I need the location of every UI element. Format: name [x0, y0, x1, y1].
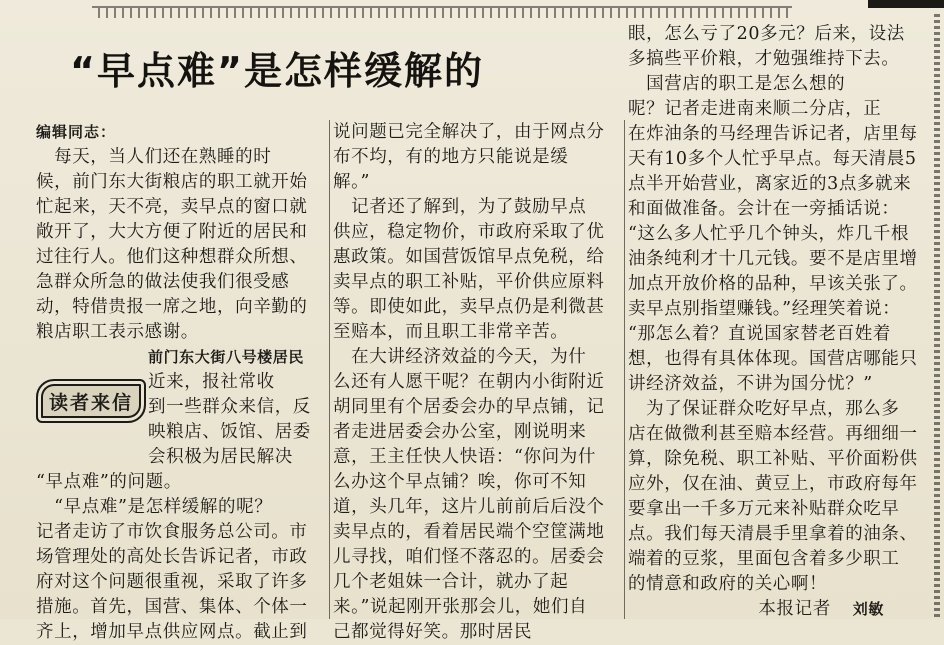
text-line: 己都觉得好笑。那时居民 [333, 622, 533, 642]
column-3-body [628, 22, 930, 597]
text-line: 讲经济效益，不讲为国分忧？” [628, 374, 873, 394]
text-line: 在炸油条的马经理告诉记者，店里每 [628, 124, 918, 144]
text-line: “那怎么着？直说国家替老百姓着 [628, 324, 891, 344]
text-line: “早点难”是怎样缓解的呢？ [36, 497, 273, 517]
text-line: 想，也得有具体体现。国营店哪能只 [628, 349, 918, 369]
text-line: 和面做准备。会计在一旁插话说： [628, 199, 900, 219]
text-line: 要拿出一千多万元来补贴群众吃早 [628, 499, 900, 519]
text-line: 到一些群众来信，反 [148, 397, 311, 417]
byline [628, 597, 930, 622]
text-line: 齐上，增加早点供应网点。截止到 [36, 622, 308, 642]
text-line: 店在做微利甚至赔本经营。再细细一 [628, 424, 918, 444]
text-line: 说问题已完全解决了，由于网点分 [333, 122, 605, 142]
text-line: 忙起来，天不亮，卖早点的窗口就 [36, 197, 308, 217]
text-line: 为了保证群众吃好早点，那么多 [628, 399, 900, 419]
text-line: 记者走访了市饮食服务总公司。市 [36, 522, 308, 542]
text-line: 等。即使如此，卖早点仍是利微甚 [333, 297, 605, 317]
text-line: 意，王主任快人快语：“你问为什 [333, 447, 596, 467]
letter-signature: 前门东大街八号楼居民 [147, 348, 304, 366]
text-line: “这么多人忙乎几个钟头，炸几千根 [628, 224, 910, 244]
decorative-top-border [92, 6, 792, 18]
text-line: “早点难”的问题。 [36, 472, 182, 492]
text-line: 粮店职工表示感谢。 [36, 322, 199, 342]
column-divider [624, 120, 625, 619]
corner-block [868, 0, 944, 8]
text-line: 在大讲经济效益的今天，为什 [333, 347, 587, 367]
text-line: 点半开始营业，离家近的3点多就来 [628, 174, 912, 194]
text-line: 急群众所急的做法使我们很受感 [36, 272, 290, 292]
article-headline: “早点难”是怎样缓解的 [70, 49, 484, 93]
text-line: 卖早点的，看着居民端个空筐满地 [333, 522, 605, 542]
text-line: 油条纯利才十几元钱。要不是店里增 [628, 249, 918, 269]
text-line: 解。” [333, 172, 370, 192]
text-line: 会积极为居民解决 [148, 447, 293, 467]
text-line: 动，特借贵报一席之地，向辛勤的 [36, 297, 308, 317]
text-line: 布不均，有的地方只能说是缓 [333, 147, 569, 167]
column-divider [329, 120, 330, 619]
text-line: 么办这个早点铺？唉，你可不知 [333, 472, 587, 492]
text-line: 呢？记者走进南来顺二分店，正 [628, 99, 882, 119]
text-line: 至赔本，而且职工非常辛苦。 [333, 322, 569, 342]
text-line: 每天，当人们还在熟睡的时 [36, 147, 272, 167]
text-line: 映粮店、饭馆、居委 [148, 422, 311, 442]
text-line: 敞开了，大大方便了附近的居民和 [36, 222, 308, 242]
text-line: 点。我们每天清晨手里拿着的油条、 [628, 524, 918, 544]
reader-letter [36, 145, 326, 345]
text-line: 卖早点别指望赚钱。”经理笑着说： [628, 299, 901, 319]
text-line: 者走进居委会办公室，刚说明来 [333, 422, 587, 442]
text-line: 的情意和政府的关心啊！ [628, 574, 828, 594]
text-line: 场管理处的高处长告诉记者，市政 [36, 547, 308, 567]
text-line: 卖早点的职工补贴，平价供应原料 [333, 272, 605, 292]
text-line: 近来，报社常收 [148, 372, 275, 392]
column-3 [628, 22, 930, 622]
editor-salutation: 编辑同志： [36, 123, 117, 141]
text-line: 儿寻找，咱们怪不落忍的。居委会 [333, 547, 605, 567]
text-line: 加点开放价格的品种，早该关张了。 [628, 274, 918, 294]
text-line: 多搞些平价粮，才勉强维持下去。 [628, 49, 900, 69]
text-line: 道，头几年，这片儿前前后后没个 [333, 497, 605, 517]
text-line: 记者还了解到，为了鼓励早点 [333, 197, 587, 217]
text-line: 府对这个问题很重视，采取了许多 [36, 572, 308, 592]
text-line: 过往行人。他们这种想群众所想、 [36, 247, 308, 267]
text-line: 候，前门东大街粮店的职工就开始 [36, 172, 308, 192]
text-line: 天有10多个人忙乎早点。每天清晨5 [628, 149, 917, 169]
text-line: 眼，怎么亏了20多元？后来，设法 [628, 24, 905, 44]
text-line: 端着的豆浆，里面包含着多少职工 [628, 549, 900, 569]
text-line: 几个老姐妹一合计，就办了起 [333, 572, 569, 592]
text-line: 么还有人愿干呢？在朝内小街附近 [333, 372, 605, 392]
byline-name: 刘敏 [852, 600, 884, 618]
text-line: 国营店的职工是怎么想的 [628, 74, 846, 94]
byline-label: 本报记者 [758, 599, 831, 619]
text-line: 来。”说起刚开张那会儿，她们自 [333, 597, 588, 617]
reader-letter-badge: 读者来信 [36, 379, 146, 423]
text-line: 应外，仅在油、黄豆上，市政府每年 [628, 474, 918, 494]
text-line: 措施。首先，国营、集体、个体一 [36, 597, 308, 617]
text-line: 惠政策。如国营饭馆早点免税，给 [333, 247, 605, 267]
decorative-right-border [934, 14, 940, 619]
text-line: 胡同里有个居委会办的早点铺，记 [333, 397, 605, 417]
text-line: 算，除免税、职工补贴、平价面粉供 [628, 449, 918, 469]
text-line: 供应，稳定物价，市政府采取了优 [333, 222, 605, 242]
column-2 [333, 120, 623, 645]
